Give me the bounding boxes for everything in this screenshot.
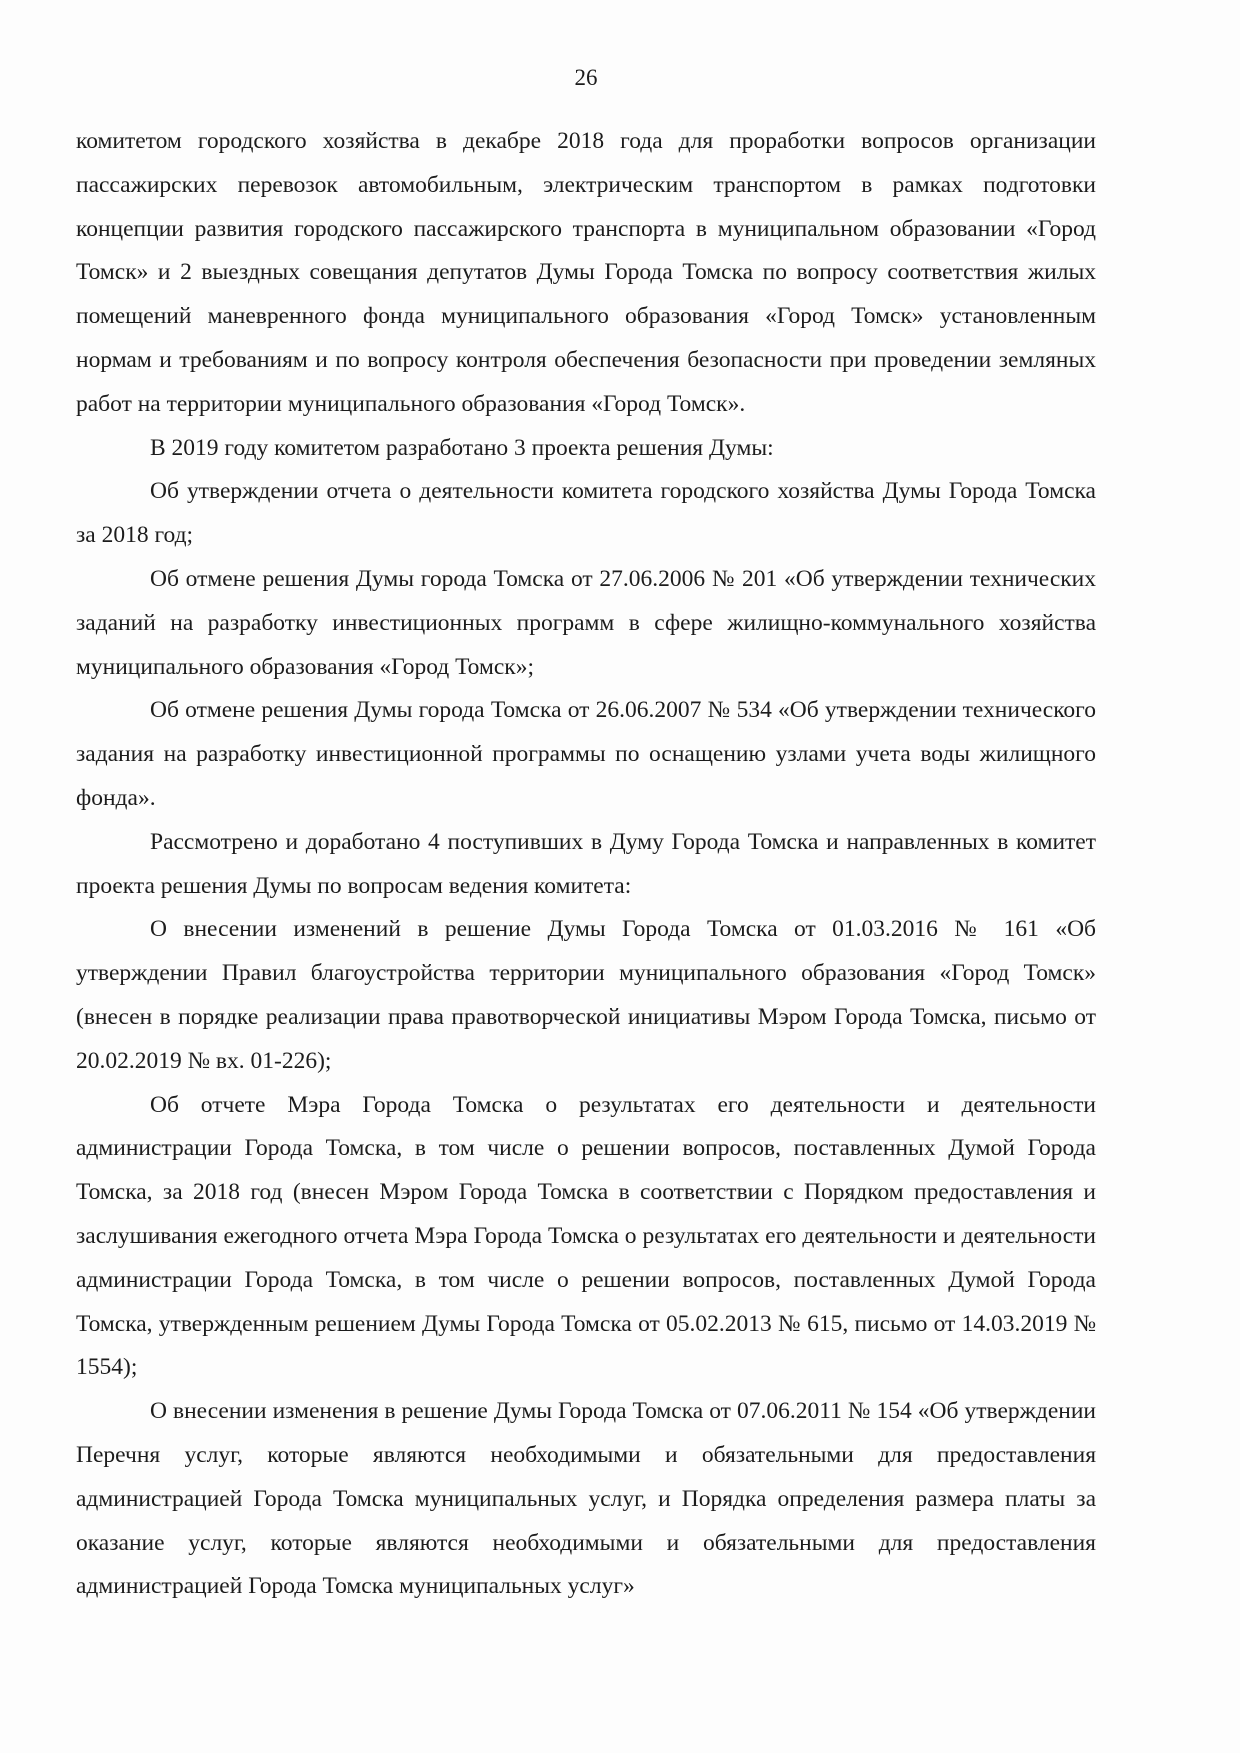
paragraph-draft-report: Об утверждении отчета о деятельности комитета городского хозяйства Думы Города Томска за 2018 год; <box>76 478 1096 549</box>
paragraph-draft-cancel-201: Об отмене решения Думы города Томска от 27.06.2006 № 201 «Об утверждении технических заданий на разработку инвестиционных программ в сфере жилищно-коммунального хозяйства муниципального образования «Город Томск»; <box>76 565 1096 680</box>
paragraph-reviewed-154: О внесении изменения в решение Думы Города Томска от 07.06.2011 № 154 «Об утверждении Перечня услуг, которые являются необходимыми и обязательными для предоставления администрацией Города Томска муниципальных услуг, и Порядка определения размера платы за оказание услуг, которые являются необходимыми и обязательными для предоставления администрацией Города Томска муниципальных услуг» <box>76 1398 1096 1600</box>
paragraph-reviewed-mayor-report: Об отчете Мэра Города Томска о результатах его деятельности и деятельности администрации Города Томска, в том числе о решении вопросов, поставленных Думой Города Томска, за 2018 год (внесен Мэром Города Томска в соответствии с Порядком предоставления и заслушивания ежегодного отчета Мэра Города Томска о результатах его деятельности и деятельности администрации Города Томска, в том числе о решении вопросов, поставленных Думой Города Томска, утвержденным решением Думы Города Томска от 05.02.2013 № 615, письмо от 14.03.2019 № 1554); <box>76 1091 1096 1381</box>
paragraph-reviewed-161: О внесении изменений в решение Думы Города Томска от 01.03.2016 № 161 «Об утверждении Правил благоустройства территории муниципального образования «Город Томск» (внесен в порядке реализации права правотворческой инициативы Мэром Города Томска, письмо от 20.02.2019 № вх. 01-226); <box>76 916 1096 1074</box>
paragraph-drafts-intro: В 2019 году комитетом разработано 3 проекта решения Думы: <box>150 434 774 461</box>
paragraph-continuation: комитетом городского хозяйства в декабре 2018 года для проработки вопросов организации пассажирских перевозок автомобильным, электрическим транспортом в рамках подготовки концепции развития городского пассажирского транспорта в муниципальном образовании «Город Томск» и 2 выездных совещания депутатов Думы Города Томска по вопросу соответствия жилых помещений маневренного фонда муниципального образования «Город Томск» установленным нормам и требованиям и по вопросу контроля обеспечения безопасности при проведении земляных работ на территории муниципального образования «Город Томск». <box>76 128 1096 417</box>
page-number: 26 <box>574 65 598 90</box>
document-body <box>76 120 1096 1609</box>
paragraph-draft-cancel-534: Об отмене решения Думы города Томска от 26.06.2007 № 534 «Об утверждении технического задания на разработку инвестиционной программы по оснащению узлами учета воды жилищного фонда». <box>76 697 1096 811</box>
paragraph-reviewed-intro: Рассмотрено и доработано 4 поступивших в Думу Города Томска и направленных в комитет проекта решения Думы по вопросам ведения комитета: <box>76 828 1096 899</box>
